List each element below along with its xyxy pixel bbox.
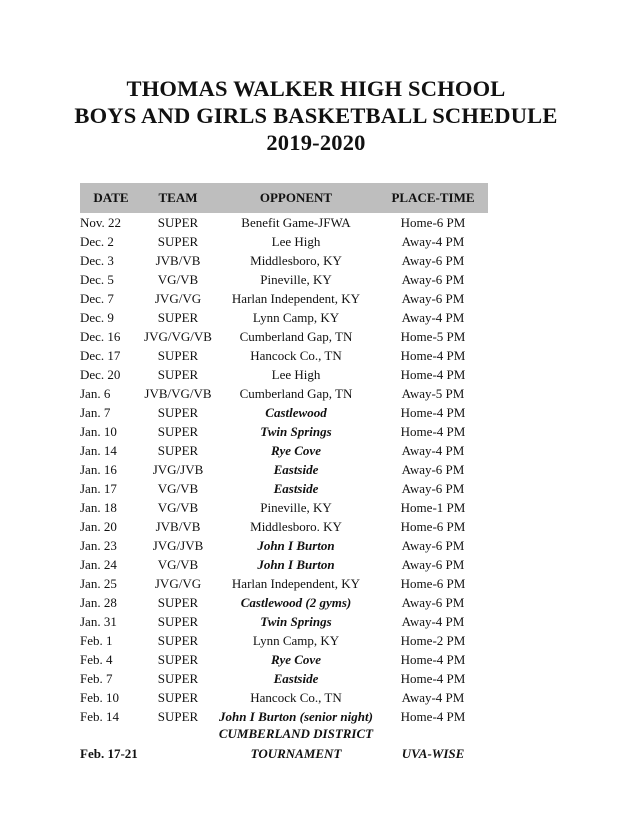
game-opponent: Rye Cove <box>271 651 321 667</box>
game-team: SUPER <box>157 670 199 686</box>
game-place-time: Away-6 PM <box>401 461 465 477</box>
game-team: VG/VB <box>157 480 199 496</box>
game-place-time: Home-2 PM <box>400 632 466 648</box>
game-team: SUPER <box>157 632 199 648</box>
table-row <box>80 574 488 593</box>
header-opponent: OPPONENT <box>259 190 333 205</box>
game-place-time: Away-5 PM <box>401 385 465 401</box>
game-team: SUPER <box>157 689 199 705</box>
game-team: VG/VB <box>157 271 199 287</box>
game-place-time: Away-4 PM <box>401 689 465 705</box>
game-opponent: Cumberland Gap, TN <box>239 328 353 344</box>
game-date: Feb. 7 <box>80 670 113 686</box>
game-opponent: Castlewood (2 gyms) <box>240 594 352 610</box>
game-opponent: Twin Springs <box>260 423 332 439</box>
game-team: JVB/VB <box>155 252 201 268</box>
game-date: Jan. 18 <box>80 499 117 515</box>
table-body <box>80 213 488 726</box>
game-team: SUPER <box>157 404 199 420</box>
game-date: Nov. 22 <box>80 214 122 230</box>
game-date: Jan. 31 <box>80 613 117 629</box>
table-row <box>80 517 488 536</box>
game-team: JVB/VG/VB <box>144 385 212 401</box>
tournament-place: UVA-WISE <box>401 746 465 761</box>
game-opponent: Rye Cove <box>271 442 321 458</box>
game-date: Jan. 6 <box>80 385 111 401</box>
game-team: SUPER <box>157 214 199 230</box>
game-place-time: Away-6 PM <box>401 271 465 287</box>
game-team: JVG/VG <box>154 290 202 306</box>
game-opponent: Lee High <box>271 366 321 382</box>
game-team: SUPER <box>157 651 199 667</box>
table-row <box>80 422 488 441</box>
game-date: Dec. 7 <box>80 290 114 306</box>
game-date: Jan. 14 <box>80 442 117 458</box>
game-date: Dec. 2 <box>80 233 114 249</box>
table-row <box>80 669 488 688</box>
game-date: Jan. 17 <box>80 480 117 496</box>
table-row <box>80 479 488 498</box>
game-team: SUPER <box>157 309 199 325</box>
game-opponent: Eastside <box>273 461 319 477</box>
game-team: JVB/VB <box>155 518 201 534</box>
game-opponent: Harlan Independent, KY <box>231 575 361 591</box>
table-row <box>80 555 488 574</box>
game-opponent: Eastside <box>273 670 319 686</box>
game-place-time: Home-4 PM <box>400 404 466 420</box>
table-row <box>80 308 488 327</box>
game-team: SUPER <box>157 708 199 724</box>
game-team: JVG/VG/VB <box>144 328 212 344</box>
game-place-time: Away-4 PM <box>401 613 465 629</box>
game-place-time: Home-6 PM <box>400 518 466 534</box>
game-date: Feb. 10 <box>80 689 119 705</box>
game-opponent: Harlan Independent, KY <box>231 290 361 306</box>
game-place-time: Home-5 PM <box>400 328 466 344</box>
game-opponent: Pineville, KY <box>260 499 332 515</box>
game-date: Dec. 20 <box>80 366 121 382</box>
table-row <box>80 441 488 460</box>
game-date: Jan. 20 <box>80 518 117 534</box>
school-name: THOMAS WALKER HIGH SCHOOL <box>126 76 506 101</box>
game-place-time: Away-6 PM <box>401 252 465 268</box>
table-row <box>80 460 488 479</box>
game-team: VG/VB <box>157 556 199 572</box>
schedule-table <box>80 183 488 766</box>
game-place-time: Home-6 PM <box>400 214 466 230</box>
game-date: Jan. 23 <box>80 537 117 553</box>
table-row <box>80 707 488 726</box>
game-place-time: Home-4 PM <box>400 423 466 439</box>
game-team: SUPER <box>157 594 199 610</box>
schedule-name: BOYS AND GIRLS BASKETBALL SCHEDULE <box>74 103 558 128</box>
game-date: Jan. 28 <box>80 594 117 610</box>
table-row <box>80 213 488 232</box>
game-opponent: John I Burton (senior night) <box>219 708 373 724</box>
game-date: Dec. 16 <box>80 328 121 344</box>
table-row <box>80 536 488 555</box>
game-place-time: Away-4 PM <box>401 233 465 249</box>
table-row <box>80 346 488 365</box>
game-date: Dec. 3 <box>80 252 114 268</box>
game-team: JVG/JVB <box>152 461 204 477</box>
header-place-time: PLACE-TIME <box>391 190 475 205</box>
game-opponent: Hancock Co., TN <box>250 689 342 705</box>
game-team: SUPER <box>157 366 199 382</box>
game-opponent: John I Burton <box>257 537 335 553</box>
game-opponent: John I Burton <box>257 556 335 572</box>
game-place-time: Away-6 PM <box>401 480 465 496</box>
game-place-time: Home-4 PM <box>400 670 466 686</box>
game-opponent: Lee High <box>271 233 321 249</box>
game-opponent: Middlesboro, KY <box>250 252 342 268</box>
game-opponent: Twin Springs <box>260 613 332 629</box>
game-place-time: Home-4 PM <box>400 366 466 382</box>
game-team: SUPER <box>157 613 199 629</box>
table-row <box>80 650 488 669</box>
game-date: Feb. 14 <box>80 708 119 724</box>
game-opponent: Lynn Camp, KY <box>252 309 340 325</box>
game-date: Dec. 5 <box>80 271 114 287</box>
header-team: TEAM <box>158 190 198 205</box>
table-row <box>80 384 488 403</box>
game-opponent: Cumberland Gap, TN <box>239 385 353 401</box>
game-team: JVG/VG <box>154 575 202 591</box>
table-row <box>80 327 488 346</box>
table-row <box>80 403 488 422</box>
game-date: Jan. 7 <box>80 404 111 420</box>
table-row <box>80 232 488 251</box>
game-date: Jan. 25 <box>80 575 117 591</box>
table-row <box>80 612 488 631</box>
game-team: JVG/JVB <box>152 537 204 553</box>
game-team: SUPER <box>157 347 199 363</box>
schedule-title <box>0 75 632 156</box>
game-opponent: Lynn Camp, KY <box>252 632 340 648</box>
game-place-time: Home-1 PM <box>400 499 466 515</box>
header-date: DATE <box>93 190 129 205</box>
game-place-time: Home-6 PM <box>400 575 466 591</box>
game-opponent: Benefit Game-JFWA <box>241 214 351 230</box>
table-row <box>80 688 488 707</box>
game-opponent: Castlewood <box>265 404 327 420</box>
game-place-time: Away-6 PM <box>401 290 465 306</box>
game-team: VG/VB <box>157 499 199 515</box>
season-year: 2019-2020 <box>266 130 366 155</box>
table-row <box>80 498 488 517</box>
game-date: Jan. 16 <box>80 461 117 477</box>
game-team: SUPER <box>157 233 199 249</box>
table-row <box>80 270 488 289</box>
table-row <box>80 289 488 308</box>
game-date: Jan. 24 <box>80 556 117 572</box>
table-row <box>80 365 488 384</box>
table-row <box>80 593 488 612</box>
game-opponent: Pineville, KY <box>260 271 332 287</box>
game-place-time: Away-6 PM <box>401 594 465 610</box>
game-place-time: Away-4 PM <box>401 442 465 458</box>
tournament-name-line1: CUMBERLAND DISTRICT <box>218 726 374 741</box>
table-row <box>80 251 488 270</box>
game-opponent: Hancock Co., TN <box>250 347 342 363</box>
game-date: Dec. 9 <box>80 309 114 325</box>
tournament-date: Feb. 17-21 <box>80 746 138 761</box>
table-row <box>80 631 488 650</box>
game-date: Jan. 10 <box>80 423 117 439</box>
game-opponent: Middlesboro. KY <box>250 518 342 534</box>
game-team: SUPER <box>157 423 199 439</box>
game-opponent: Eastside <box>273 480 319 496</box>
table-header <box>80 183 488 213</box>
game-date: Feb. 4 <box>80 651 113 667</box>
game-place-time: Home-4 PM <box>400 347 466 363</box>
game-place-time: Home-4 PM <box>400 651 466 667</box>
game-date: Dec. 17 <box>80 347 121 363</box>
tournament-row <box>80 726 488 766</box>
game-place-time: Away-6 PM <box>401 556 465 572</box>
game-date: Feb. 1 <box>80 632 113 648</box>
game-place-time: Away-6 PM <box>401 537 465 553</box>
game-place-time: Home-4 PM <box>400 708 466 724</box>
game-team: SUPER <box>157 442 199 458</box>
game-place-time: Away-4 PM <box>401 309 465 325</box>
tournament-name-line2: TOURNAMENT <box>250 746 342 761</box>
